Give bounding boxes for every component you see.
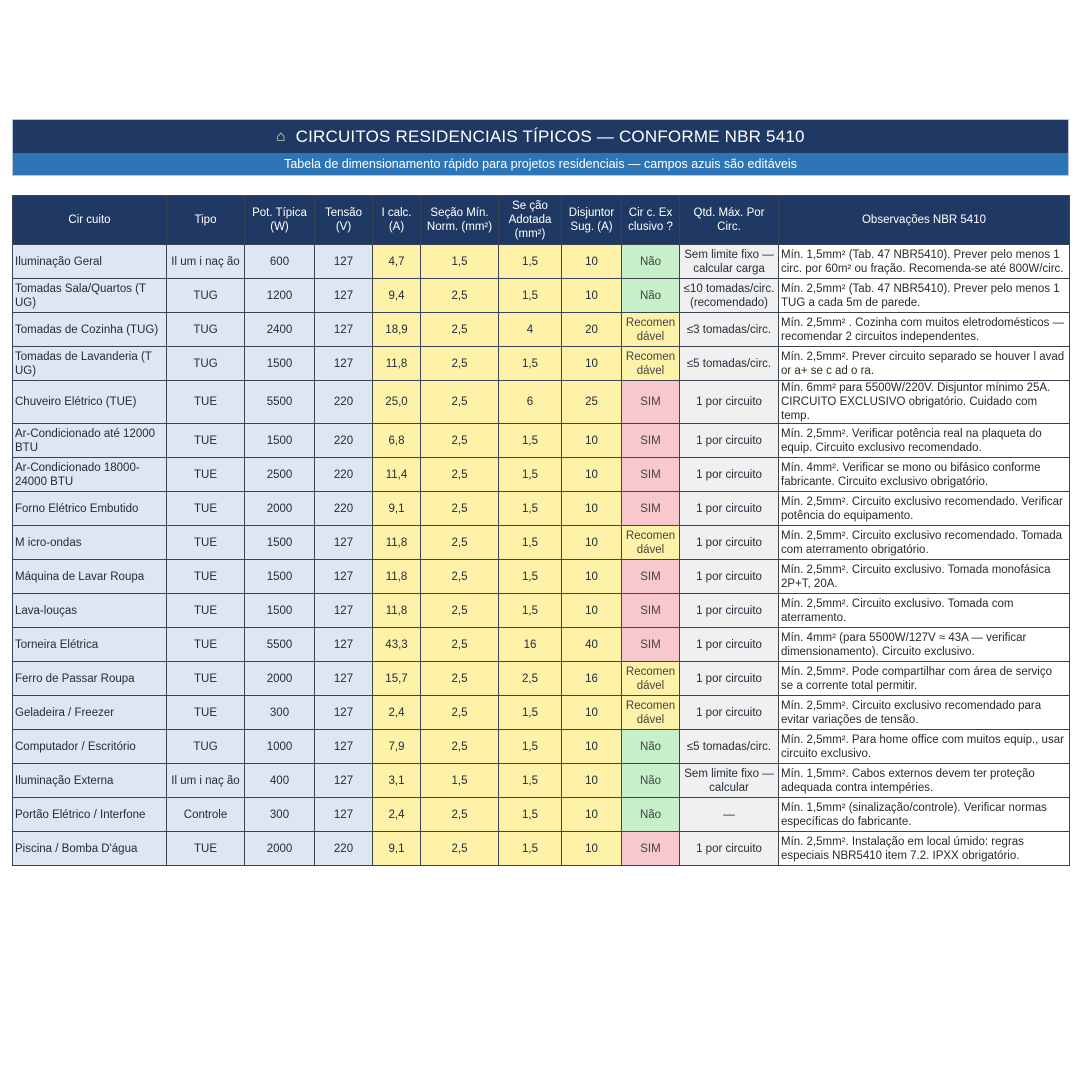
banner-subtitle-bar: [13, 153, 1068, 175]
cell-tensao[interactable]: 220: [315, 458, 373, 492]
cell-exclusivo: SIM: [622, 381, 680, 424]
cell-qtd-max: 1 por circuito: [680, 560, 779, 594]
cell-secao-adotada: 1,5: [499, 594, 562, 628]
cell-tensao[interactable]: 220: [315, 424, 373, 458]
cell-observacoes: Mín. 2,5mm². Circuito exclusivo recomendado. Tomada com aterramento obrigatório.: [779, 526, 1070, 560]
cell-potencia[interactable]: 600: [245, 245, 315, 279]
cell-qtd-max: —: [680, 798, 779, 832]
cell-circuito[interactable]: Geladeira / Freezer: [13, 696, 167, 730]
cell-qtd-max: 1 por circuito: [680, 526, 779, 560]
cell-tensao[interactable]: 127: [315, 279, 373, 313]
cell-secao-adotada: 2,5: [499, 662, 562, 696]
cell-disjuntor: 10: [562, 347, 622, 381]
cell-potencia[interactable]: 1500: [245, 347, 315, 381]
cell-circuito[interactable]: Ar-Condicionado 18000-24000 BTU: [13, 458, 167, 492]
table-row: [13, 347, 1070, 381]
cell-disjuntor: 20: [562, 313, 622, 347]
cell-circuito[interactable]: Tomadas de Cozinha (TUG): [13, 313, 167, 347]
house-icon: ⌂: [276, 128, 286, 145]
cell-observacoes: Mín. 1,5mm² (sinalização/controle). Verificar normas específicas do fabricante.: [779, 798, 1070, 832]
cell-secao-min: 2,5: [421, 560, 499, 594]
banner-title-bar: [13, 120, 1068, 153]
cell-potencia[interactable]: 2500: [245, 458, 315, 492]
cell-secao-adotada: 1,5: [499, 279, 562, 313]
cell-icalc: 7,9: [373, 730, 421, 764]
cell-observacoes: Mín. 2,5mm². Para home office com muitos equip., usar circuito exclusivo.: [779, 730, 1070, 764]
cell-tensao[interactable]: 220: [315, 832, 373, 866]
cell-secao-min: 1,5: [421, 764, 499, 798]
cell-tensao[interactable]: 127: [315, 730, 373, 764]
col-header-qtd-max: Qtd. Máx. Por Circ.: [680, 196, 779, 245]
table-row: [13, 628, 1070, 662]
cell-exclusivo: Não: [622, 764, 680, 798]
cell-icalc: 9,4: [373, 279, 421, 313]
cell-secao-min: 2,5: [421, 628, 499, 662]
cell-observacoes: Mín. 6mm² para 5500W/220V. Disjuntor mínimo 25A. CIRCUITO EXCLUSIVO obrigatório. Cuidado com temp.: [779, 381, 1070, 424]
cell-disjuntor: 25: [562, 381, 622, 424]
cell-secao-adotada: 1,5: [499, 560, 562, 594]
table-row: [13, 764, 1070, 798]
cell-potencia[interactable]: 1500: [245, 424, 315, 458]
col-header-observacoes: Observações NBR 5410: [779, 196, 1070, 245]
cell-qtd-max: 1 por circuito: [680, 832, 779, 866]
cell-tipo[interactable]: TUG: [167, 347, 245, 381]
cell-disjuntor: 40: [562, 628, 622, 662]
cell-exclusivo: Recomen dável: [622, 347, 680, 381]
cell-tipo[interactable]: TUE: [167, 662, 245, 696]
cell-secao-adotada: 1,5: [499, 492, 562, 526]
cell-disjuntor: 10: [562, 696, 622, 730]
cell-secao-adotada: 16: [499, 628, 562, 662]
cell-observacoes: Mín. 4mm² (para 5500W/127V ≈ 43A — verificar dimensionamento). Circuito exclusivo.: [779, 628, 1070, 662]
col-header-exclusivo: Cir c. Ex clusivo ?: [622, 196, 680, 245]
cell-potencia[interactable]: 2000: [245, 492, 315, 526]
cell-disjuntor: 10: [562, 764, 622, 798]
cell-tensao[interactable]: 127: [315, 245, 373, 279]
cell-icalc: 11,8: [373, 594, 421, 628]
table-row: [13, 313, 1070, 347]
page-title: CIRCUITOS RESIDENCIAIS TÍPICOS — CONFORME NBR 5410: [295, 126, 805, 146]
cell-icalc: 11,8: [373, 347, 421, 381]
cell-secao-adotada: 1,5: [499, 424, 562, 458]
cell-tipo[interactable]: TUE: [167, 458, 245, 492]
cell-tipo[interactable]: Il um i naç ão: [167, 764, 245, 798]
cell-disjuntor: 10: [562, 279, 622, 313]
cell-secao-adotada: 1,5: [499, 764, 562, 798]
cell-secao-min: 2,5: [421, 730, 499, 764]
cell-disjuntor: 10: [562, 730, 622, 764]
cell-circuito[interactable]: Tomadas de Lavanderia (T UG): [13, 347, 167, 381]
cell-secao-adotada: 4: [499, 313, 562, 347]
cell-circuito[interactable]: Iluminação Geral: [13, 245, 167, 279]
cell-disjuntor: 10: [562, 492, 622, 526]
cell-exclusivo: SIM: [622, 492, 680, 526]
cell-tipo[interactable]: TUG: [167, 313, 245, 347]
cell-disjuntor: 10: [562, 245, 622, 279]
cell-qtd-max: 1 por circuito: [680, 696, 779, 730]
cell-potencia[interactable]: 1500: [245, 594, 315, 628]
cell-secao-adotada: 1,5: [499, 347, 562, 381]
cell-qtd-max: 1 por circuito: [680, 381, 779, 424]
table-header-row: [13, 196, 1070, 245]
cell-observacoes: Mín. 2,5mm². Circuito exclusivo recomendado. Verificar potência do equipamento.: [779, 492, 1070, 526]
cell-secao-min: 2,5: [421, 492, 499, 526]
cell-observacoes: Mín. 2,5mm². Verificar potência real na plaqueta do equip. Circuito exclusivo recomendado.: [779, 424, 1070, 458]
cell-tipo[interactable]: TUE: [167, 696, 245, 730]
cell-tensao[interactable]: 127: [315, 662, 373, 696]
cell-secao-min: 1,5: [421, 245, 499, 279]
col-header-secao-min: Seção Mín. Norm. (mm²): [421, 196, 499, 245]
col-header-icalc: I calc. (A): [373, 196, 421, 245]
cell-exclusivo: Recomen dável: [622, 526, 680, 560]
cell-icalc: 25,0: [373, 381, 421, 424]
cell-circuito[interactable]: Ar-Condicionado até 12000 BTU: [13, 424, 167, 458]
cell-tipo[interactable]: TUE: [167, 526, 245, 560]
cell-circuito[interactable]: Computador / Escritório: [13, 730, 167, 764]
cell-potencia[interactable]: 5500: [245, 381, 315, 424]
cell-exclusivo: Não: [622, 798, 680, 832]
cell-tensao[interactable]: 127: [315, 560, 373, 594]
cell-tipo[interactable]: TUE: [167, 832, 245, 866]
cell-circuito[interactable]: Tomadas Sala/Quartos (T UG): [13, 279, 167, 313]
col-header-disjuntor: Disjuntor Sug. (A): [562, 196, 622, 245]
cell-observacoes: Mín. 2,5mm² (Tab. 47 NBR5410). Prever pelo menos 1 TUG a cada 5m de parede.: [779, 279, 1070, 313]
cell-secao-min: 2,5: [421, 594, 499, 628]
table-row: [13, 696, 1070, 730]
cell-secao-min: 2,5: [421, 662, 499, 696]
cell-observacoes: Mín. 2,5mm². Prever circuito separado se houver l avad or a+ se c ad o ra.: [779, 347, 1070, 381]
cell-disjuntor: 10: [562, 832, 622, 866]
cell-tensao[interactable]: 220: [315, 492, 373, 526]
cell-observacoes: Mín. 2,5mm². Circuito exclusivo. Tomada monofásica 2P+T, 20A.: [779, 560, 1070, 594]
cell-potencia[interactable]: 400: [245, 764, 315, 798]
cell-icalc: 2,4: [373, 798, 421, 832]
cell-secao-adotada: 1,5: [499, 245, 562, 279]
cell-tensao[interactable]: 127: [315, 594, 373, 628]
table-row: [13, 832, 1070, 866]
cell-disjuntor: 16: [562, 662, 622, 696]
cell-qtd-max: ≤10 tomadas/circ. (recomendado): [680, 279, 779, 313]
cell-circuito[interactable]: Lava-louças: [13, 594, 167, 628]
cell-secao-min: 2,5: [421, 424, 499, 458]
title-banner: [12, 119, 1069, 176]
cell-disjuntor: 10: [562, 526, 622, 560]
cell-tipo[interactable]: TUE: [167, 628, 245, 662]
page-subtitle: Tabela de dimensionamento rápido para projetos residenciais — campos azuis são editáveis: [284, 157, 797, 171]
cell-circuito[interactable]: Ferro de Passar Roupa: [13, 662, 167, 696]
table-row: [13, 424, 1070, 458]
cell-qtd-max: 1 por circuito: [680, 424, 779, 458]
cell-exclusivo: SIM: [622, 424, 680, 458]
cell-icalc: 2,4: [373, 696, 421, 730]
cell-exclusivo: SIM: [622, 458, 680, 492]
cell-observacoes: Mín. 2,5mm². Instalação em local úmido: regras especiais NBR5410 item 7.2. IPXX obrigatório.: [779, 832, 1070, 866]
cell-potencia[interactable]: 300: [245, 798, 315, 832]
cell-tipo[interactable]: TUG: [167, 730, 245, 764]
table-row: [13, 279, 1070, 313]
cell-tensao[interactable]: 127: [315, 696, 373, 730]
cell-icalc: 9,1: [373, 492, 421, 526]
cell-circuito[interactable]: Máquina de Lavar Roupa: [13, 560, 167, 594]
cell-icalc: 11,8: [373, 526, 421, 560]
cell-secao-adotada: 1,5: [499, 832, 562, 866]
cell-tipo[interactable]: TUE: [167, 492, 245, 526]
cell-icalc: 11,8: [373, 560, 421, 594]
cell-exclusivo: Recomen dável: [622, 662, 680, 696]
cell-exclusivo: Recomen dável: [622, 313, 680, 347]
cell-observacoes: Mín. 1,5mm². Cabos externos devem ter proteção adequada contra intempéries.: [779, 764, 1070, 798]
cell-potencia[interactable]: 1000: [245, 730, 315, 764]
cell-disjuntor: 10: [562, 798, 622, 832]
cell-potencia[interactable]: 5500: [245, 628, 315, 662]
cell-disjuntor: 10: [562, 560, 622, 594]
cell-circuito[interactable]: Piscina / Bomba D'água: [13, 832, 167, 866]
cell-tensao[interactable]: 127: [315, 526, 373, 560]
cell-potencia[interactable]: 1500: [245, 526, 315, 560]
cell-icalc: 3,1: [373, 764, 421, 798]
table-row: [13, 526, 1070, 560]
cell-secao-min: 2,5: [421, 313, 499, 347]
cell-tipo[interactable]: Il um i naç ão: [167, 245, 245, 279]
table-row: [13, 662, 1070, 696]
cell-tensao[interactable]: 127: [315, 798, 373, 832]
cell-secao-min: 2,5: [421, 798, 499, 832]
cell-secao-adotada: 1,5: [499, 526, 562, 560]
cell-tensao[interactable]: 127: [315, 628, 373, 662]
cell-potencia[interactable]: 1200: [245, 279, 315, 313]
cell-tipo[interactable]: Controle: [167, 798, 245, 832]
cell-tipo[interactable]: TUE: [167, 560, 245, 594]
cell-secao-min: 2,5: [421, 347, 499, 381]
cell-exclusivo: Não: [622, 279, 680, 313]
table-row: [13, 458, 1070, 492]
cell-qtd-max: 1 por circuito: [680, 628, 779, 662]
cell-secao-adotada: 1,5: [499, 730, 562, 764]
cell-tipo[interactable]: TUE: [167, 424, 245, 458]
cell-exclusivo: Não: [622, 730, 680, 764]
cell-exclusivo: SIM: [622, 594, 680, 628]
cell-exclusivo: SIM: [622, 832, 680, 866]
cell-potencia[interactable]: 1500: [245, 560, 315, 594]
cell-qtd-max: 1 por circuito: [680, 662, 779, 696]
cell-tensao[interactable]: 127: [315, 764, 373, 798]
circuits-table: [12, 195, 1070, 866]
cell-secao-adotada: 1,5: [499, 696, 562, 730]
cell-qtd-max: 1 por circuito: [680, 492, 779, 526]
cell-secao-adotada: 6: [499, 381, 562, 424]
cell-observacoes: Mín. 2,5mm². Pode compartilhar com área de serviço se a corrente total permitir.: [779, 662, 1070, 696]
cell-circuito[interactable]: Iluminação Externa: [13, 764, 167, 798]
cell-secao-min: 2,5: [421, 381, 499, 424]
cell-exclusivo: Não: [622, 245, 680, 279]
cell-qtd-max: ≤5 tomadas/circ.: [680, 730, 779, 764]
cell-potencia[interactable]: 2400: [245, 313, 315, 347]
cell-circuito[interactable]: Portão Elétrico / Interfone: [13, 798, 167, 832]
cell-observacoes: Mín. 1,5mm² (Tab. 47 NBR5410). Prever pelo menos 1 circ. por 60m² ou fração. Recomenda-se até 800W/circ.: [779, 245, 1070, 279]
cell-qtd-max: 1 por circuito: [680, 458, 779, 492]
cell-circuito[interactable]: Chuveiro Elétrico (TUE): [13, 381, 167, 424]
cell-tipo[interactable]: TUE: [167, 594, 245, 628]
cell-icalc: 15,7: [373, 662, 421, 696]
cell-observacoes: Mín. 2,5mm². Circuito exclusivo. Tomada com aterramento.: [779, 594, 1070, 628]
cell-potencia[interactable]: 300: [245, 696, 315, 730]
cell-circuito[interactable]: Forno Elétrico Embutido: [13, 492, 167, 526]
cell-icalc: 11,4: [373, 458, 421, 492]
table-row: [13, 381, 1070, 424]
cell-qtd-max: 1 por circuito: [680, 594, 779, 628]
table-row: [13, 560, 1070, 594]
cell-icalc: 9,1: [373, 832, 421, 866]
cell-tensao[interactable]: 127: [315, 313, 373, 347]
cell-observacoes: Mín. 2,5mm² . Cozinha com muitos eletrodomésticos — recomendar 2 circuitos independentes.: [779, 313, 1070, 347]
cell-exclusivo: SIM: [622, 628, 680, 662]
cell-secao-min: 2,5: [421, 832, 499, 866]
cell-icalc: 43,3: [373, 628, 421, 662]
cell-potencia[interactable]: 2000: [245, 662, 315, 696]
table-row: [13, 730, 1070, 764]
col-header-tensao: Tensão (V): [315, 196, 373, 245]
cell-exclusivo: SIM: [622, 560, 680, 594]
cell-secao-min: 2,5: [421, 526, 499, 560]
col-header-circuito: Cir cuito: [13, 196, 167, 245]
cell-icalc: 4,7: [373, 245, 421, 279]
cell-secao-min: 2,5: [421, 279, 499, 313]
cell-secao-adotada: 1,5: [499, 798, 562, 832]
cell-secao-min: 2,5: [421, 458, 499, 492]
cell-observacoes: Mín. 2,5mm². Circuito exclusivo recomendado para evitar variações de tensão.: [779, 696, 1070, 730]
cell-secao-adotada: 1,5: [499, 458, 562, 492]
cell-qtd-max: ≤3 tomadas/circ.: [680, 313, 779, 347]
table-row: [13, 245, 1070, 279]
cell-qtd-max: ≤5 tomadas/circ.: [680, 347, 779, 381]
table-row: [13, 492, 1070, 526]
col-header-potencia: Pot. Típica (W): [245, 196, 315, 245]
cell-disjuntor: 10: [562, 424, 622, 458]
cell-tipo[interactable]: TUE: [167, 381, 245, 424]
cell-secao-min: 2,5: [421, 696, 499, 730]
table-row: [13, 594, 1070, 628]
col-header-secao-adotada: Se ção Adotada (mm²): [499, 196, 562, 245]
cell-circuito[interactable]: M icro-ondas: [13, 526, 167, 560]
cell-observacoes: Mín. 4mm². Verificar se mono ou bifásico conforme fabricante. Circuito exclusivo obrigatório.: [779, 458, 1070, 492]
cell-potencia[interactable]: 2000: [245, 832, 315, 866]
cell-tensao[interactable]: 220: [315, 381, 373, 424]
cell-tipo[interactable]: TUG: [167, 279, 245, 313]
cell-icalc: 18,9: [373, 313, 421, 347]
cell-icalc: 6,8: [373, 424, 421, 458]
cell-exclusivo: Recomen dável: [622, 696, 680, 730]
cell-tensao[interactable]: 127: [315, 347, 373, 381]
table-row: [13, 798, 1070, 832]
cell-disjuntor: 10: [562, 594, 622, 628]
cell-qtd-max: Sem limite fixo — calcular: [680, 764, 779, 798]
cell-qtd-max: Sem limite fixo — calcular carga: [680, 245, 779, 279]
cell-disjuntor: 10: [562, 458, 622, 492]
col-header-tipo: Tipo: [167, 196, 245, 245]
cell-circuito[interactable]: Torneira Elétrica: [13, 628, 167, 662]
